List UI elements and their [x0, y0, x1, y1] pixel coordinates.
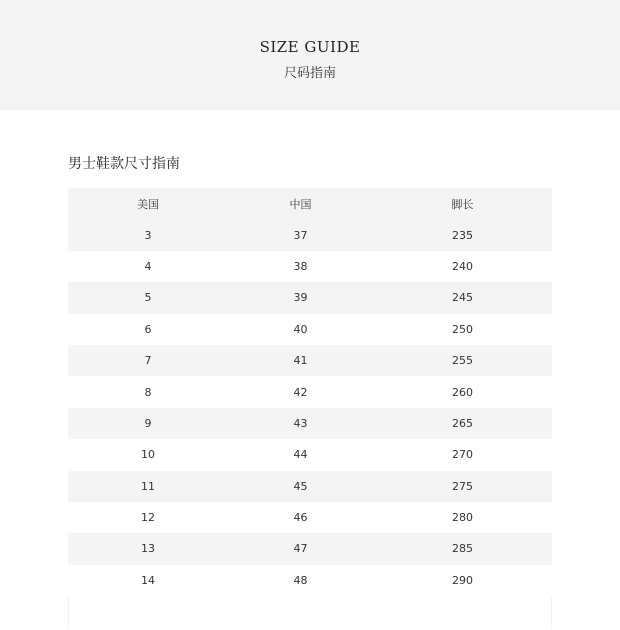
cell-china-size: 37: [293, 228, 308, 242]
header-foot-length: 脚长: [451, 197, 474, 211]
cell-china-size: 44: [293, 448, 308, 462]
table-row: [68, 565, 552, 596]
table-row: [68, 533, 552, 564]
cell-china-size: 47: [293, 542, 308, 556]
section-title: 男士鞋款尺寸指南: [68, 156, 180, 172]
cell-foot-length: 255: [452, 354, 473, 368]
table-header-row: [68, 188, 552, 219]
table-row: [68, 376, 552, 407]
cell-us-size: 4: [144, 259, 152, 273]
cell-foot-length: 275: [452, 479, 473, 493]
cell-china-size: 41: [293, 354, 308, 368]
cell-foot-length: 260: [452, 385, 473, 399]
header-banner: [0, 0, 620, 110]
table-row: [68, 439, 552, 470]
table-row: [68, 251, 552, 282]
cell-us-size: 9: [144, 416, 152, 430]
table-row: [68, 502, 552, 533]
size-table: [68, 188, 552, 596]
cell-foot-length: 280: [452, 511, 473, 525]
cell-china-size: 39: [293, 291, 308, 305]
header-us: 美国: [137, 197, 159, 211]
cell-china-size: 38: [293, 259, 308, 273]
table-row: [68, 314, 552, 345]
cell-us-size: 10: [141, 448, 155, 462]
cell-us-size: 8: [144, 385, 152, 399]
page-subtitle: 尺码指南: [283, 66, 336, 81]
cell-china-size: 43: [293, 416, 308, 430]
cell-us-size: 12: [141, 511, 155, 525]
cell-foot-length: 235: [452, 228, 473, 242]
cell-us-size: 14: [141, 573, 155, 587]
cell-us-size: 3: [144, 228, 152, 242]
cell-foot-length: 250: [452, 322, 473, 336]
table-footer-blank-row: [68, 597, 552, 629]
header-china: 中国: [289, 197, 312, 211]
cell-us-size: 6: [144, 322, 152, 336]
table-row: [68, 345, 552, 376]
cell-china-size: 46: [293, 511, 308, 525]
page-title: SIZE GUIDE: [259, 38, 361, 56]
cell-china-size: 42: [293, 385, 308, 399]
cell-foot-length: 290: [452, 573, 473, 587]
cell-us-size: 5: [144, 291, 152, 305]
cell-china-size: 48: [293, 573, 308, 587]
table-row: [68, 471, 552, 502]
cell-china-size: 40: [293, 322, 308, 336]
cell-china-size: 45: [293, 479, 308, 493]
table-row: [68, 408, 552, 439]
cell-foot-length: 265: [452, 416, 473, 430]
cell-foot-length: 270: [452, 448, 473, 462]
cell-us-size: 13: [141, 542, 155, 556]
cell-foot-length: 245: [452, 291, 473, 305]
table-row: [68, 282, 552, 313]
cell-us-size: 11: [141, 479, 155, 493]
cell-us-size: 7: [144, 354, 152, 368]
cell-foot-length: 240: [452, 259, 473, 273]
cell-foot-length: 285: [452, 542, 473, 556]
table-row: [68, 219, 552, 250]
